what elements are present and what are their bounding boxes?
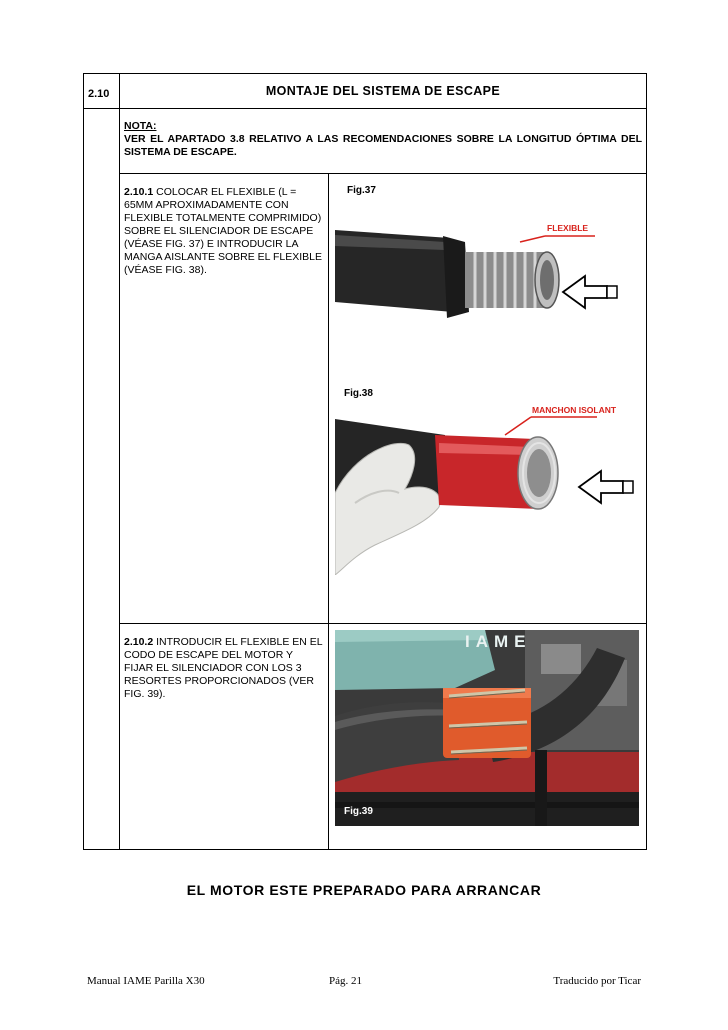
iame-logo: IAME [465,632,532,651]
note-text: VER EL APARTADO 3.8 RELATIVO A LAS RECOMENDACIONES SOBRE LA LONGITUD ÓPTIMA DEL SISTEMA DE ESCAPE. [124,133,642,158]
note-label: NOTA: [124,120,157,132]
table-divider-header [83,108,647,109]
step-text: INTRODUCIR EL FLEXIBLE EN EL CODO DE ESCAPE DEL MOTOR Y FIJAR EL SILENCIADOR CON LOS 3 RESORTES PROPORCIONADOS (VER FIG. 39). [124,636,323,700]
step-number: 2.10.2 [124,636,154,648]
step-text: COLOCAR EL FLEXIBLE (L = 65MM APROXIMADAMENTE CON FLEXIBLE TOTALMENTE COMPRIMIDO) SOBRE EL SILENCIADOR DE ESCAPE (VÉASE FIG. 37) E INTRODUCIR LA MANGA AISLANTE SOBRE EL FLEXIBLE (VÉASE FIG. 38). [124,186,323,276]
footer-left: Manual IAME Parilla X30 [87,975,205,987]
section-number: 2.10 [88,88,110,100]
step-number: 2.10.1 [124,186,154,198]
note-block [124,120,642,159]
table-border-right [646,73,647,850]
step-2-10-2 [124,636,324,701]
table-border-top [83,73,647,74]
figure-39-caption: Fig.39 [344,806,373,817]
table-divider-step-column [328,173,329,850]
table-divider-step-row [119,623,647,624]
figure-38-photo [335,383,641,575]
figure-37-callout: FLEXIBLE [547,223,589,233]
table-border-bottom [83,849,647,850]
figure-39-photo [335,630,639,826]
figure-37-caption: Fig.37 [347,185,376,196]
table-border-left [83,73,84,850]
section-title: MONTAJE DEL SISTEMA DE ESCAPE [265,84,501,98]
final-message: EL MOTOR ESTE PREPARADO PARA ARRANCAR [186,882,542,898]
step-2-10-1 [124,186,324,277]
figure-38-caption: Fig.38 [344,388,373,399]
footer-right: Traducido por Ticar [553,975,641,987]
figure-37-photo [335,180,641,330]
table-divider-number-column [119,73,120,850]
footer-page-number: Pág. 21 [329,975,362,987]
table-divider-note [119,173,647,174]
figure-38-callout: MANCHON ISOLANT [532,405,617,415]
